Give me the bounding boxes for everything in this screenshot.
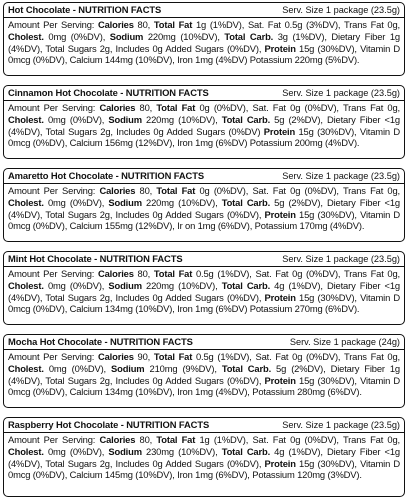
nutrient-label: Protein [264, 374, 296, 386]
nutrient-label: Calories [99, 434, 136, 445]
nutrient-label: Protein [264, 291, 296, 303]
nutrient-label: Total Carb. [221, 279, 271, 291]
nutrient-label: Protein [264, 42, 296, 54]
nutrient-label: Total Carb. [221, 196, 271, 208]
panel-header [4, 86, 404, 101]
nutrient-label: Cholest. [8, 362, 44, 374]
nutrient-value-text: 0.5g (1%DV), Sat. Fat 0g (0%DV), Trans Fat 0g, [192, 268, 401, 279]
nutrient-value-text: 80, [133, 268, 154, 279]
nutrient-label: Sodium [108, 196, 142, 208]
nutrient-value-text: 15g (30%DV), Vitamin D 0mcg (0%DV), Calcium 156mg (12%DV), Iron 1mg (6%DV) Potassium 200mg (4%DV). [8, 125, 400, 149]
nutrient-value-text: 80, [135, 185, 157, 196]
nutrition-panel-mint-hot-chocolate [3, 251, 405, 325]
nutrient-label: Total Carb. [221, 445, 271, 457]
nutrient-label: Calories [98, 351, 134, 362]
nutrient-value-text: 0mg (0%DV), [43, 113, 109, 125]
nutrient-value-text: Amount Per Serving: [8, 268, 98, 279]
panel-title: Mocha Hot Chocolate - NUTRITION FACTS [8, 336, 193, 347]
nutrient-value-text: 220mg (10%DV), [143, 30, 225, 42]
nutrient-value-text: 3g (1%DV), Dietary Fiber 1g (4%DV), Total Sugars 2g, Includes 0g Added Sugars (0%DV), [8, 30, 400, 54]
nutrient-label: Calories [98, 19, 134, 30]
panel-title: Raspberry Hot Chocolate - NUTRITION FACTS [8, 419, 210, 430]
nutrient-value-text: 220mg (10%DV), [141, 196, 222, 208]
panel-header [4, 252, 404, 267]
nutrition-panel-raspberry-hot-chocolate [3, 417, 405, 497]
nutrition-panel-mocha-hot-chocolate [3, 334, 405, 408]
nutrient-value-text: 0mg (0%DV), [43, 362, 112, 374]
nutrition-panel-cinnamon-hot-chocolate [3, 85, 405, 159]
nutrient-value-text: Amount Per Serving: [8, 351, 98, 362]
nutrient-value-text: 1g (1%DV), Sat. Fat 0.5g (3%DV), Trans Fat 0g, [192, 19, 401, 30]
nutrient-value-text: 4g (1%DV), Dietary Fiber <1g (4%DV), Total Sugars 2g, Includes 0g Added Sugars (0%DV), [8, 445, 400, 469]
nutrient-label: Calories [99, 185, 136, 196]
nutrient-label: Sodium [108, 113, 142, 125]
nutrient-label: Cholest. [8, 445, 44, 457]
nutrient-value-text: 0mg (0%DV), [43, 196, 109, 208]
nutrient-value-text: 15g (30%DV), Vitamin D 0mcg (0%DV), Calcium 155mg (12%DV), Ir on 1mg (6%DV), Potassium 170mg (4%DV). [8, 208, 400, 232]
panel-title: Amaretto Hot Chocolate - NUTRITION FACTS [8, 170, 205, 181]
nutrition-text [4, 101, 404, 149]
nutrient-value-text: 15g (30%DV), Vitamin D 0mcg (0%DV), Calcium 145mg (10%DV), Iron 1mg (6%DV), Potassium 120mg (3%DV). [8, 457, 400, 481]
nutrient-label: Calories [99, 102, 136, 113]
nutrient-value-text: 80, [135, 102, 157, 113]
nutrition-panel-amaretto-hot-chocolate [3, 168, 405, 242]
nutrient-label: Calories [98, 268, 134, 279]
nutrient-label: Cholest. [8, 196, 44, 208]
nutrient-label: Total Fat [153, 351, 193, 362]
nutrient-label: Protein [264, 457, 296, 469]
nutrient-label: Sodium [108, 279, 142, 291]
nutrient-label: Cholest. [8, 113, 44, 125]
nutrient-value-text: Amount Per Serving: [8, 102, 100, 113]
nutrient-value-text: 0g (0%DV), Sat. Fat 0g (0%DV), Trans Fat 0g, [195, 102, 401, 113]
nutrient-value-text: 0g (0%DV), Sat. Fat 0g (0%DV), Trans Fat 0g, [195, 185, 401, 196]
nutrient-value-text: 5g (2%DV), Dietary Fiber <1g (4%DV), Total Sugars 2g, Includes 0g Added Sugars (0%DV), [8, 196, 400, 220]
nutrient-value-text: Amount Per Serving: [8, 185, 100, 196]
serving-size: Serv. Size 1 package (23.5g) [282, 5, 400, 15]
nutrient-label: Sodium [108, 445, 142, 457]
nutrient-value-text: 80, [133, 19, 154, 30]
panel-title: Cinnamon Hot Chocolate - NUTRITION FACTS [8, 87, 209, 98]
nutrition-text [4, 433, 404, 481]
nutrition-text [4, 350, 404, 398]
nutrient-label: Sodium [111, 362, 145, 374]
nutrient-label: Sodium [109, 30, 144, 42]
nutrient-label: Total Fat [156, 185, 196, 196]
panel-header [4, 169, 404, 184]
nutrient-value-text: 15g (30%DV), Vitamin D 0mcg (0%DV), Calcium 134mg (10%DV), Iron 1mg (6%DV) Potassium 270mg (6%DV). [8, 291, 400, 315]
nutrient-value-text: 0mg (0%DV), [43, 279, 109, 291]
nutrient-value-text: 1g (1%DV), Sat. Fat 0g (0%DV), Trans Fat 0g, [195, 434, 401, 445]
nutrient-label: Cholest. [8, 30, 44, 42]
panel-header [4, 418, 404, 433]
nutrient-value-text: 0mg (0%DV), [43, 30, 110, 42]
nutrient-label: Total Fat [153, 268, 193, 279]
nutrient-value-text: 210mg (9%DV), [144, 362, 222, 374]
serving-size: Serv. Size 1 package (23.5g) [282, 420, 400, 430]
panel-header [4, 3, 404, 18]
nutrient-label: Total Fat [156, 102, 196, 113]
nutrient-value-text: 5g (2%DV), Dietary Fiber 1g (4%DV), Total Sugars 2g, Includes 0g Added Sugars (0%DV), [8, 362, 400, 386]
serving-size: Serv. Size 1 package (24g) [289, 337, 400, 347]
nutrient-value-text: 220mg (10%DV), [141, 279, 222, 291]
nutrient-value-text: 0.5g (1%DV), Sat. Fat 0g (0%DV), Trans Fat 0g, [192, 351, 401, 362]
nutrient-value-text: 0mg (0%DV), [43, 445, 109, 457]
panel-title: Hot Chocolate - NUTRITION FACTS [8, 4, 162, 15]
nutrient-label: Total Fat [153, 19, 193, 30]
nutrient-value-text: 5g (2%DV), Dietary Fiber <1g (4%DV), Total Sugars 2g, Includes 0g Added Sugars (0%DV) [8, 113, 400, 137]
nutrient-value-text: Amount Per Serving: [8, 434, 100, 445]
nutrient-label: Total Carb. [221, 113, 271, 125]
nutrient-label: Total Fat [156, 434, 196, 445]
nutrition-text [4, 18, 404, 66]
nutrient-value-text: Amount Per Serving: [8, 19, 98, 30]
nutrition-text [4, 184, 404, 232]
nutrient-value-text: 80, [135, 434, 157, 445]
serving-size: Serv. Size 1 package (23.5g) [282, 254, 400, 264]
nutrient-label: Cholest. [8, 279, 44, 291]
nutrient-value-text: 4g (1%DV), Dietary Fiber <1g (4%DV), Total Sugars 2g, Includes 0g Added Sugars (0%DV), [8, 279, 400, 303]
nutrient-value-text: 15g (30%DV), Vitamin D 0mcg (0%DV), Calcium 144mg (10%DV), Iron 1mg (4%DV) Potassium 220mg (5%DV). [8, 42, 400, 66]
nutrient-label: Protein [264, 208, 296, 220]
nutrient-label: Total Carb. [224, 30, 274, 42]
nutrient-label: Protein [263, 125, 296, 137]
nutrient-label: Total Carb. [221, 362, 272, 374]
nutrient-value-text: 230mg (10%DV), [141, 445, 222, 457]
nutrient-value-text: 15g (30%DV), Vitamin D 0mcg (0%DV), Calcium 134mg (10%DV), Iron 1mg (4%DV), Potassium 280mg (6%DV). [8, 374, 400, 398]
panel-title: Mint Hot Chocolate - NUTRITION FACTS [8, 253, 183, 264]
panel-header [4, 335, 404, 350]
nutrient-value-text: 220mg (10%DV), [141, 113, 222, 125]
serving-size: Serv. Size 1 package (23.5g) [282, 88, 400, 98]
nutrition-text [4, 267, 404, 315]
serving-size: Serv. Size 1 package (23.5g) [282, 171, 400, 181]
nutrient-value-text: 90, [133, 351, 154, 362]
nutrition-panel-hot-chocolate [3, 2, 405, 76]
